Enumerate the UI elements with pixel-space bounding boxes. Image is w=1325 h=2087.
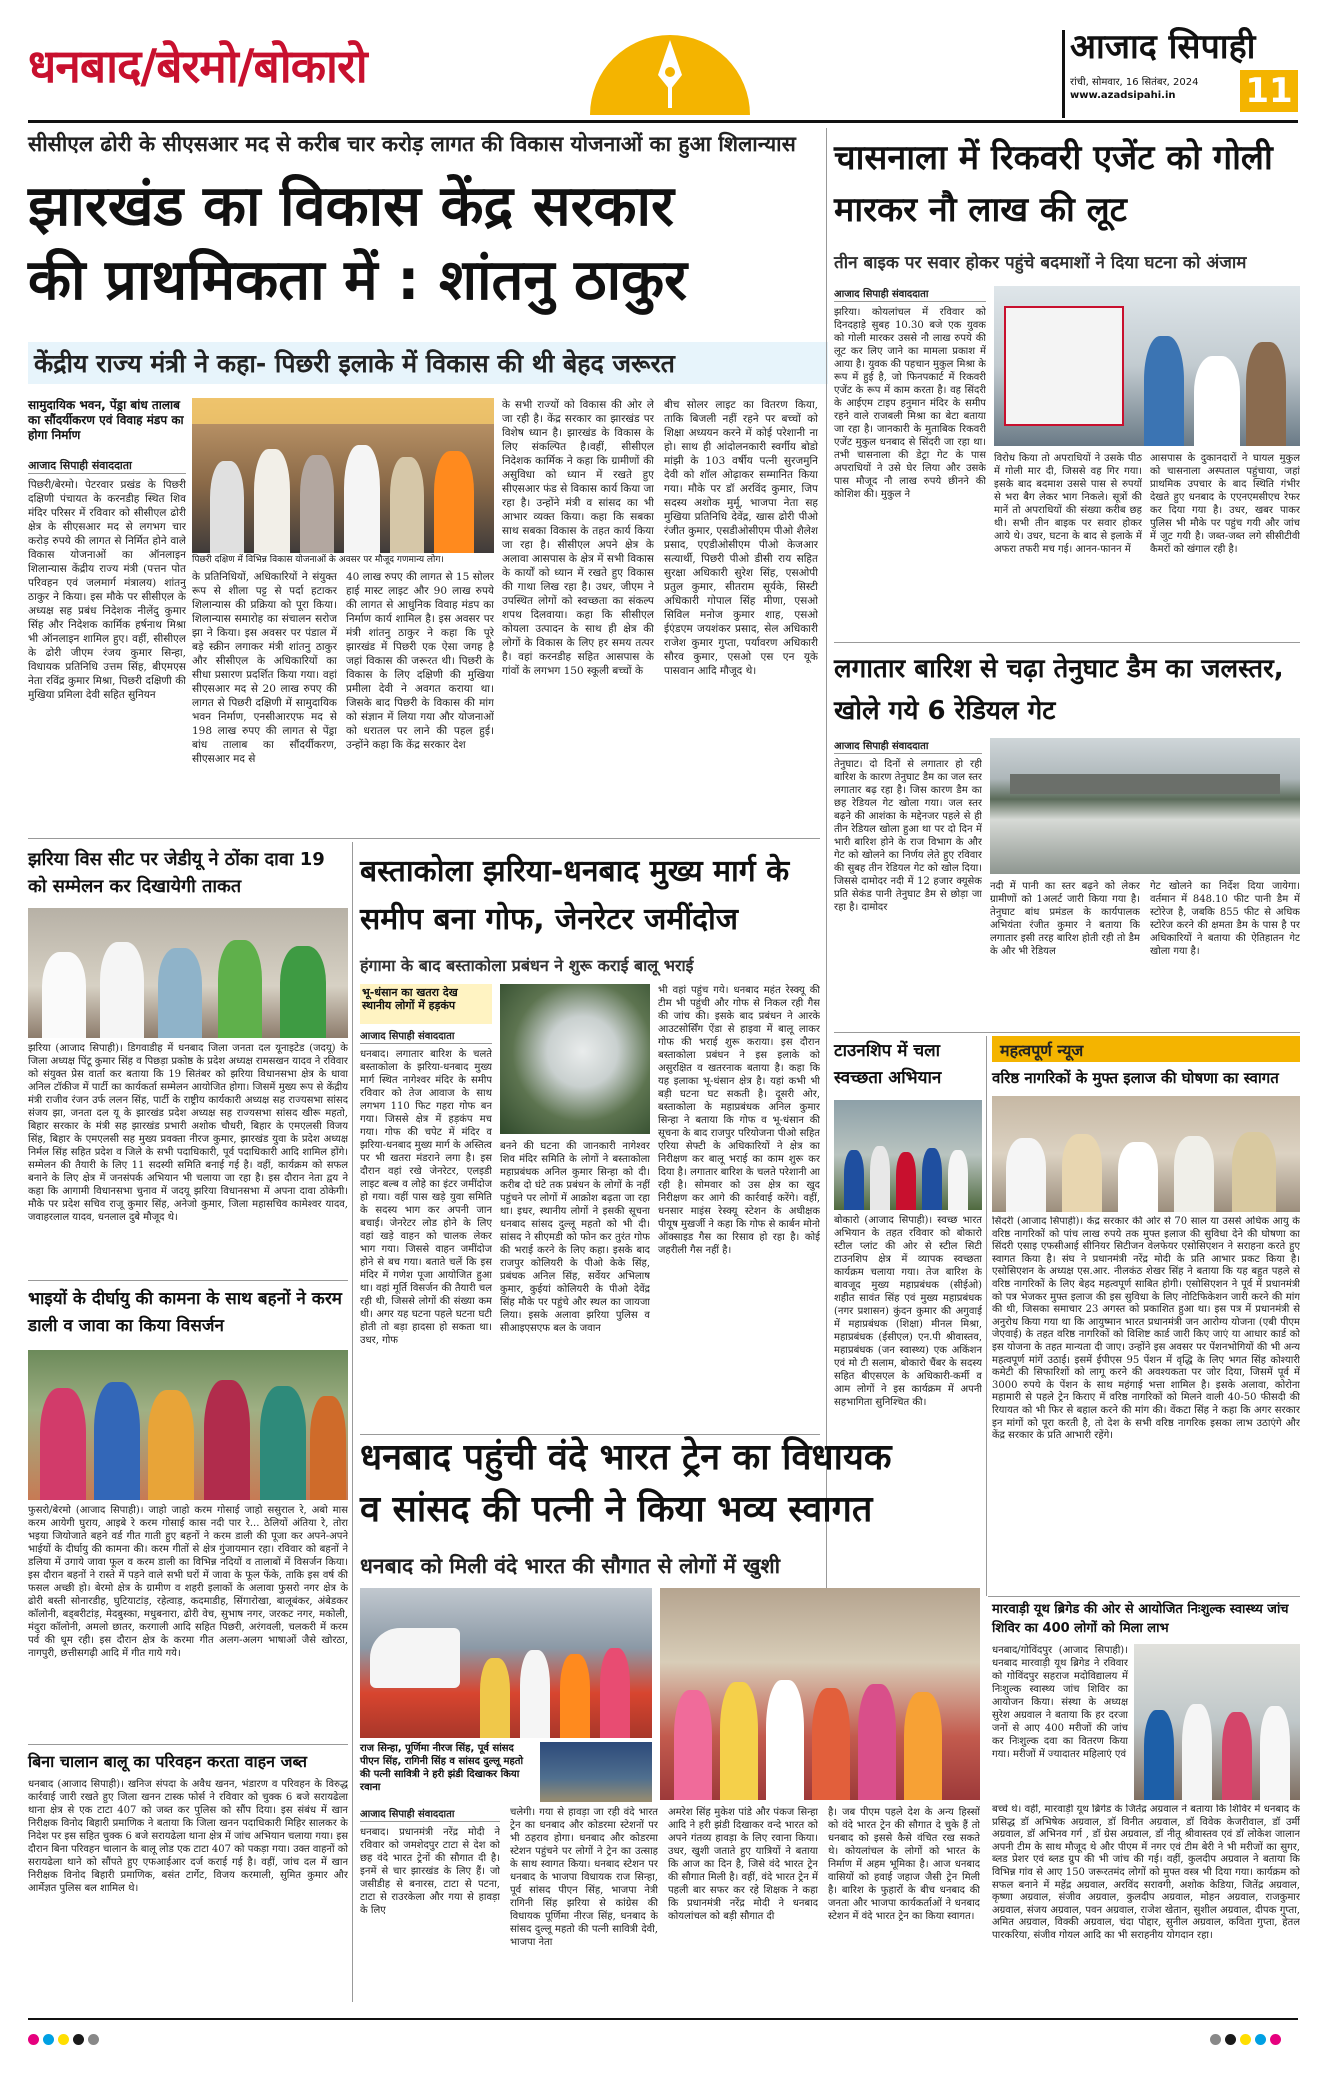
- vande-headline-line1: धनबाद पहुंची वंदे भारत ट्रेन का विधायक: [360, 1437, 892, 1478]
- tenughat-col1: तेनुघाट। दो दिनों से लगातार हो रही बारिश के कारण तेनुघाट डैम का जल स्तर लगातार बढ़ रहा है। जिस कारण डैम का छह रेडियल गेट खोला गया। जल स्तर बढ़ने की आशंका के मद्देनजर पहले से ही तीन रेडियल खोला हुआ था पर दो दिन में भारी बारिश होने के राज विभाग के और गेट को खोलने का निर्णय लेते हुए रविवार की सुबह तीन रेडियल गेट को खोल दिया। जिससे दामोदर नदी में 12 हजार क्यूसेक प्रति सेकंड पानी तेनुघाट डैम से छोड़ा जा रहा है। दामोदर: [834, 759, 982, 913]
- karam-photo: [28, 1350, 348, 1500]
- page-number: 11: [1240, 70, 1298, 112]
- vande-col3: अमरेश सिंह मुकेश पांडे और पंकज सिन्हा आदि ने हरी झंडी दिखाकर वन्दे भारत को अपने गंतव्य हावड़ा के लिए रवाना किया। उधर, खुशी जताते हुए यात्रियों ने बताया कि आज का दिन है, जिसे वंदे भारत ट्रेन की सौगात मिली है। वहीं, वंदे भारत ट्रेन में पहली बार सफर कर रहे शिक्षक ने कहा कि प्रधानमंत्री नरेंद्र मोदी ने धनबाद कोयलांचल को बड़ी सौगात दी: [668, 1807, 818, 1922]
- vande-photo-right: [660, 1588, 980, 1800]
- sunrise-logo: [585, 30, 755, 115]
- color-dot: [43, 2034, 54, 2045]
- lead-byline: आजाद सिपाही संवाददाता: [28, 458, 186, 474]
- chasnala-col3: आसपास के दुकानदारों ने घायल मुकुल को चासनाला अस्पताल पहुंचाया, जहां प्राथमिक उपचार के बाद स्थिति गंभीर देखते हुए धनबाद के एएनएमसीएच रेफर कर दिया गया है। उधर, खबर पाकर पुलिस भी मौके पर पहुंच गयी और जांच में जुट गयी है। जब्त-जब्त लगे सीसीटीवी कैमरों को खंगाल रही है।: [1150, 453, 1300, 555]
- sand-body: धनबाद (आजाद सिपाही)। खनिज संपदा के अवैध खनन, भंडारण व परिवहन के विरुद्ध कार्रवाई जारी रखते हुए जिला खनन टास्क फोर्स ने रविवार को चुक्क 6 बजे सरायढेला थाना क्षेत्र से एक टाटा 407 को जब्त कर पुलिस को सौंप दिया। इस संबंध में खान निरीक्षक विनोद बिहारी प्रमाणिक ने बताया कि जिला खनन पदाधिकारी मिहिर सालकर के निदेश पर इस सहित चुक्क 6 बजे सरायढेला थाना क्षेत्र में जांच अभियान चलाया गया। इस दौरान बिना परिवहन चालान के बालू लोड एक टाटा 407 को पकड़ा गया। उक्त वाहनों को सरायढेला थाने को सौंपते हुए एफआईआर दर्ज कराई गई है। वहीं, जांच दल में खान निरीक्षक विनोद बिहारी प्रमाणिक, बसंत टार्गेट, विजय करमाली, सुमित कुमार और आर्मेज्ञत पुलिस बल शामिल थे।: [28, 1779, 348, 1894]
- baghola-byline: आजाद सिपाही संवाददाता: [360, 1028, 492, 1044]
- marwari-body-top: धनबाद/गोविंदपुर (आजाद सिपाही)। धनबाद मारवाड़ी यूथ ब्रिगेड ने रविवार को गोविंदपुर सहराज मदोविद्यालय में निःशुल्क स्वास्थ्य जांच शिविर का आयोजन किया। संस्था के अध्यक्ष सुरेश अग्रवाल ने बताया कि हर दरजा जनों से आए 400 मरीजों की जांच कर निःशुल्क दवा का वितरण किया गया। मरीजों में ज्यादातर महिलाएं एवं: [992, 1645, 1128, 1760]
- tenughat-col2: नदी में पानी का स्तर बढ़ने को लेकर ग्रामीणों को 1अलर्ट जारी किया गया है। तेनुघाट बांध प्रमंडल के कार्यपालक अभियंता रंजीत कुमार ने बताया कि लगातार इसी तरह बारिश होती रही तो डैम के और भी रेडियल: [990, 881, 1140, 957]
- important-label: महत्वपूर्ण न्यूज: [992, 1036, 1300, 1062]
- chasnala-byline: आजाद सिपाही संवाददाता: [834, 286, 986, 302]
- pen-nib-icon: [585, 30, 755, 115]
- vande-byline: आजाद सिपाही संवाददाता: [360, 1806, 500, 1822]
- baghola-box-title: भू-धंसान का खतरा देख स्थानीय लोगों में हड़कंप: [360, 984, 492, 1024]
- color-dot: [1225, 2034, 1236, 2045]
- baghola-photo: [500, 984, 650, 1134]
- color-dot: [88, 2034, 99, 2045]
- section-title: धनबाद/बेरमो/बोकारो: [28, 39, 367, 93]
- vande-col1: धनबाद। प्रधानमंत्री नरेंद्र मोदी ने रविवार को जमशेदपुर टाटा से देश को छह वंदे भारत ट्रेनों की सौगात दी है। इनमें से चार झारखंड के लिए हैं। जो जसीडीह से बनारस, टाटा से पटना, टाटा से राउरकेला और गया से हावड़ा के लिए: [360, 1827, 500, 1916]
- jdu-headline: झरिया विस सीट पर जेडीयू ने ठोंका दावा 19 को सम्मेलन कर दिखायेगी ताकत: [28, 849, 325, 897]
- marwari-body-bottom: बच्चे थे। वहीं, मारवाड़ी यूथ ब्रिगेड के जितेंद्र अग्रवाल ने बताया कि शिविर में धनबाद के प्रसिद्ध डॉ अभिषेक अग्रवाल, डॉ विनीत अग्रवाल, डॉ विवेक केजरीवाल, डॉ उर्मी अग्रवाल, डॉ अभिनव गर्ग , डॉ ग्रेस अग्रवाल, डॉ नीतू श्रीवास्तव एवं डॉ लोकेश जालान अपनी टीम के साथ मौजूद थे और पीएम में नगर एवं टीम बेरी ने भी मरीजों का सुगर, ब्लड प्रेशर एवं ब्लड ग्रुप की भी जांच की गई। वहीं, कुलदीप अग्रवाल ने बताया कि विभिन्न गांव से आए 150 जरूरतमंद लोगों को मुफ्त वस्त्र भी दिया गया। कार्यक्रम को सफल बनाने में महेंद्र अग्रवाल, अरविंद सरावगी, अशोक केडिया, जितेंद्र अग्रवाल, कृष्णा अग्रवाल, संजीव अग्रवाल, कुलदीप अग्रवाल, मोहन अग्रवाल, राजकुमार अग्रवाल, संजय अग्रवाल, पवन अग्रवाल, राजेश खेतान, सुशील अग्रवाल, दीपक गुप्ता, अमित अग्रवाल, विक्की अग्रवाल, चंदा पोद्दार, सुनील अग्रवाल, कविता गुप्ता, हेतल पारकरिया, संजीव गोयल आदि का भी सराहनीय योगदान रहा।: [992, 1804, 1300, 1941]
- vande-subhead: धनबाद को मिली वंदे भारत की सौगात से लोगों में खुशी: [360, 1554, 781, 1578]
- important-photo: [992, 1096, 1300, 1212]
- tenughat-photo: [990, 738, 1300, 874]
- lead-headline-line1: झारखंड का विकास केंद्र सरकार: [28, 174, 674, 239]
- brand-name: आजाद सिपाही: [1070, 27, 1256, 67]
- karam-body: फुसरो/बेरमो (आजाद सिपाही)। जाहो जाहो करम गोसाई जाहो ससुराल रे, अबो मास करम आयेगी घुराय, आइबे रे करम गोसाई कास नदी पार रे... ठेलियों अंतिया रे, तोरा भइया जियोजाते बहने वर्ड गीत गाती हुए बहनों ने करम डाली की पूजा कर अपने-अपने भाईयों के दीर्घायु की कामना की। करम गीतों से क्षेत्र गुंजायमान रहा। रविवार को बहनों ने डलिया में उगाये जावा फूल व करम डाली का विभिन्न नदियों व तालाबों में विसर्जन किया। इस दौरान बहनों ने रास्ते में पड़ने वाले सभी घरों में जावा के फूल फेंके, ताकि इस वर्ष की फसल अच्छी हो। बेरमो क्षेत्र के ग्रामीण व शहरी इलाकों के अलावा फुसरो नगर क्षेत्र के ढोरी बस्ती सोनारडीह, घुटियाटांड़, रहेत्वाड़, कदमाडीह, सिंगारोखा, बालूबंकर, अंबेडकर कॉलोनी, बड्बरीटांड़, मेदबुस्का, मधुबनारा, ढोरी वेच, सुभाष नगर, जरकट नगर, मकोली, मंदुरा कॉलोनी, अमलो छातर, करगाली आदि सहित पिछरी, अरंगवली, चलकरी में करम पर्व की धूम रही। इस दौरान क्षेत्र के करमा गीत अलग-अलग भाषाओं जैसे खोरठा, नागपुरी, छत्तीसगढ़ी आदि में गीत गाये गये।: [28, 1505, 348, 1659]
- chasnala-subhead: तीन बाइक पर सवार होकर पहुंचे बदमाशों ने दिया घटना को अंजाम: [834, 253, 1247, 273]
- color-dot: [1210, 2034, 1221, 2045]
- vande-photo-mid: [540, 1742, 652, 1802]
- footer-registration-dots-left: [28, 2030, 128, 2046]
- lead-headline-line2: की प्राथमिकता में : शांतनु ठाकुर: [28, 248, 687, 313]
- jdu-body: झरिया (आजाद सिपाही)। डिगवाडीह में धनबाद जिला जनता दल यूनाइटेड (जदयू) के जिला अध्यक्ष पिंटू कुमार सिंह व पिछड़ा प्रकोष्ठ के प्रदेश अध्यक्ष रामसखन यादव ने रविवार को संयुक्त प्रेस वार्ता कर बताया कि 19 सितंबर को झरिया विधानसभा क्षेत्र के धावा अनिल टॉकीज में पार्टी का कार्यकर्ता सम्मेलन आयोजित होगा। जिसमें मुख्य रूप से केंद्रीय मंत्री राजीव रंजन उर्फ ललन सिंह, पार्टी के राष्ट्रीय कार्यकारी अध्यक्ष सह राज्यसभा सांसद संजय झा, जनता दल यू के झारखंड प्रदेश अध्यक्ष सह राज्यसभा सांसद खीरू महतो, बिहार सरकार के मंत्री सह झारखंड प्रभारी अशोक चौधरी, बिहार के एमएलसी विजय सिंह, बिहार के एमएलसी सह मुख्य प्रवक्ता नीरज कुमार, झारखंड युवा के प्रदेश अध्यक्ष निर्मल सिंह सहित प्रदेश व जिले के सभी पदाधिकारी, पूर्व पदाधिकारी आदि शामिल होंगे। सम्मेलन की तैयारी के लिए 11 सदस्यी समिति बनाई गई है। वहीं, कार्यक्रम को सफल बनाने के लिए क्षेत्र में जनसंपर्क अभियान भी चलाया जा रहा है। इस दौरान नेता द्वय ने कहा कि आगामी विधानसभा चुनाव में जदयू झरिया विधानसभा में अपना दावा ठोकेगी। मौके पर प्रदेश सचिव राजू कुमार सिंह, अनेजो कुमार, जिला महासचिव कामेश्वर यादव, जवाहरलाल यादव, धनलाल दुबे मौजूद थे।: [28, 1043, 348, 1223]
- color-dot: [1240, 2034, 1251, 2045]
- lead-body-col4: के सभी राज्यों को विकास की ओर ले जा रही है। केंद्र सरकार का झारखंड पर विशेष ध्यान है। झारखंड के विकास के लिए संकल्पित है।वहीं, सीसीएल निदेशक कार्मिक ने कहा कि ग्रामीणों की असुविधा को ध्यान में रखते हुए सीएसआर फंड से विकास कार्य किया जा रहा है। उन्होंने मंत्री व सांसद का भी आभार व्यक्त किया। कहा कि सबका साथ सबका विकास के तहत कार्य किया जा रहा है। सीसीएल अपने क्षेत्र के अलावा आसपास के क्षेत्र में सभी विकास के कार्यों को ध्यान में रखते हुए विकास की गाथा लिख रहा है। उधर, जीएम ने उपस्थित लोगों को स्वच्छता का संकल्प शपथ दिलवाया। कहा कि सीसीएल कोयला उत्पादन के साथ ही क्षेत्र की लोगों के विकास के लिए हर समय तत्पर है। वहां करनडीह सहित आसपास के गांवों के लगभग 150 स्कूली बच्चों के: [502, 399, 654, 677]
- baghola-subhead: हंगामा के बाद बस्ताकोला प्रबंधन ने शुरू कराई बालू भराई: [360, 956, 694, 975]
- baghola-col2: बनने की घटना की जानकारी नागेश्वर शिव मंदिर समिति के लोगों ने बस्ताकोला महाप्रबंधक अनिल कुमार सिन्हा को दी। करीब दो घंटे तक प्रबंधन के लोगों के नहीं पहुंचने पर लोगों में आक्रोश बढ़ता जा रहा था। इधर, स्थानीय लोगों ने इसकी सूचना धनबाद सांसद दुल्लू महतो को भी दी। सांसद ने सीएमडी को फोन कर तुरंत गोफ की भराई करने के लिए कहा। इसके बाद राजपुर कोलियरी के पीओ केके सिंह, प्रबंधक अनिल सिंह, सर्वेयर अभिलाष कुमार, कुईयां कोलियरी के पीओ देवेंद्र सिंह मौके पर पहुंचे और स्थल का जायजा लिया। इसके अलावा झरिया पुलिस व सीआइएसएफ बल के जवान: [500, 1141, 650, 1334]
- township-body: बोकारो (आजाद सिपाही)। स्वच्छ भारत अभियान के तहत रविवार को बोकारो स्टील प्लांट की ओर से स्टील सिटी टाउनशिप क्षेत्र में व्यापक स्वच्छता कार्यक्रम चलाया गया। तेज बारिश के बावजूद मुख्य महाप्रबंधक (सीईओ) शहीत सावंत सिंह एवं मुख्य महाप्रबंधक (नगर प्रशासन) कुंदन कुमार की अगुवाई में महाप्रबंधक (शिक्षा) मीनल मिश्रा, महाप्रबंधक (ईसीएल) एन.पी श्रीवास्तव, महाप्रबंधक (जन स्वास्थ्य) एक अकिंशन एवं मो टी सलाम, बोकारो चैंबर के सदस्य सहित बीएसएल के अधिकारी-कर्मी व आम लोगों ने इस कार्यक्रम में अपनी सहभागिता सुनिश्चित की।: [834, 1215, 982, 1408]
- website: www.azadsipahi.in: [1070, 90, 1176, 101]
- tenughat-byline: आजाद सिपाही संवाददाता: [834, 738, 982, 754]
- chasnala-col2: विरोध किया तो अपराधियों ने उसके पीठ में गोली मार दी, जिससे वह गिर गया। इसके बाद बदमाश उससे पास से रुपयों से भरा बैग लेकर भाग निकले। सूत्रों की मानें तो अपराधियों की संख्या करीब छह थी। सभी तीन बाइक पर सवार होकर आये थे। उधर, घटना के बाद से इलाके में अफरा तफरी मच गई। आनन-फानन में: [994, 453, 1142, 555]
- lead-kicker: सीसीएल ढोरी के सीएसआर मद से करीब चार करोड़ लागत की विकास योजनाओं का हुआ शिलान्यास: [28, 132, 796, 156]
- vande-photo-left: [360, 1588, 652, 1738]
- lead-body-col2: के प्रतिनिधियों, अधिकारियों ने संयुक्त रूप से शीला पट्ट से पर्दा हटाकर शिलान्यास की प्रक्रिया को पूरा किया। शिलान्यास समारोह का संचालन सरोज झा ने किया। इस अवसर पर पंडाल में बड़े स्क्रीन लगाकर मंत्री शांतनु ठाकुर और सीसीएल के अधिकारियों का सीधा प्रसारण प्रदर्शित किया गया। वहां सीएसआर मद से 20 लाख रुपए की लागत से पिछरी दक्षिणी में सामुदायिक भवन निर्माण, एनसीआरएफ मद से 198 लाख रुपए की लागत से पेंड्रा बांध तालाब का सौंदर्यीकरण, सीएसआर मद से: [192, 571, 337, 765]
- vande-col4: है। जब पीएम पहले देश के अन्य हिस्सों को वंदे भारत ट्रेन की सौगात दे चुके हैं तो धनबाद को इससे कैसे वंचित रख सकते थे। कोयलांचल के लोगों को भारत के निर्माण में अहम भूमिका है। आज धनबाद वासियों को हवाई जहाज जैसी ट्रेन मिली है। बारिश के फुहारों के बीच धनबाद की जनता और भाजपा कार्यकर्ताओं ने धनबाद स्टेशन में वंदे भारत ट्रेन का किया स्वागत।: [828, 1807, 980, 1922]
- chasnala-headline: चासनाला में रिकवरी एजेंट को गोली मारकर नौ लाख की लूट: [834, 138, 1273, 230]
- chasnala-photo: [994, 286, 1300, 446]
- important-body: सिंदरी (आजाद सिपाही)। केंद्र सरकार की ओर से 70 साल या उससे अधिक आयु के वरिष्ठ नागरिकों को पांच लाख रुपये तक मुफ्त इलाज की सुविधा देने की घोषणा का सिंदरी एसाइ एफसीआई सीनियर सिटीजन वेलफेयर एसोसिएशन ने सराहना करते हुए स्वागत किया है। संघ ने प्रधानमंत्री नरेंद्र मोदी के प्रति आभार प्रकट किया है। एसोसिएशन के अध्यक्ष एस.आर. नीलकंठ शेखर सिंह ने बताया कि यह बहुत पहले से वरिष्ठ नागरिकों के लिए बेहद महत्वपूर्ण साबित होगी। एसोसिएशन ने पूर्व में प्रधानमंत्री को पत्र भेजकर मुफ्त इलाज की इस सुविधा के लिए नोटिफिकेशन जारी करने की मांग की थी, जिसका समाचार 23 अगस्त को प्रकाशित हुआ था। इस पत्र में प्रधानमंत्री से अनुरोध किया गया था कि आयुष्मान भारत प्रधानमंत्री जन आरोग्य योजना (एबी पीएम जेएवाई) के तहत वरिष्ठ नागरिकों को विशिष्ट कार्ड जारी किए जाएं या आधार कार्ड को इस योजना के तहत मान्यता दी जाए। उन्होंने इस अवसर पर पेंशनभोगियों की भी अन्य महत्वपूर्ण मांगें उठाई। इसमें ईपीएस 95 पेंशन में वृद्धि के लिए भगत सिंह कोश्यारी कमेटी की सिफारिशों को लागू करने की अवश्यकता पर जोर दिया, जिसमें पूर्व में 3000 रुपये के पेंशन के साथ महंगाई भत्ता शामिल है। इसके अलावा, कोरोना महामारी से पहले ट्रेन किराए में वरिष्ठ नागरिकों को मिलने वाली 40-50 फीसदी की रियायत को भी फिर से बहाल करने की मांग की। वेंकटा सिंह ने कहा कि अगर सरकार इन मांगों को पूरा करती है, तो देश के सभी वरिष्ठ नागरिक इसका लाभ उठाएंगे और केंद्र सरकार के प्रति आभारी रहेंगे।: [992, 1216, 1300, 1442]
- color-dot: [58, 2034, 69, 2045]
- baghola-col3: भी वहां पहुंच गये। धनबाद महंत रेस्क्यू की टीम भी पहुंची और गोफ से निकल रही गैस की जांच की। इसके बाद प्रबंधन ने आरके आउटसोर्सिंग ऐंडा से हाइवा में बालू लाकर गोफ की भराई शुरू कराया। इस दौरान बस्ताकोला प्रबंधन ने इस इलाके को असुरक्षित व खतरनाक बताया है। कहा कि यह इलाका भू-धंसान क्षेत्र है। यहां कभी भी बड़ी घटना घट सकती है। दूसरी ओर, बस्ताकोला के महाप्रबंधक अनिल कुमार सिन्हा ने बताया कि गोफ व भू-धंसान की सूचना के बाद राजपुर परियोजना पीओ सहित एरिया सेफ्टी के अधिकारियों ने क्षेत्र का निरीक्षण कर बालू भराई का काम शुरू कर दिया है। लगातार बारिश के चलते परेशानी आ रही है। सोमवार को उस क्षेत्र का खुद निरीक्षण कर आगे की कार्रवाई करेंगे। वहीं, धनसार माइंस रेस्क्यू स्टेशन के अधीक्षक पीयूष मुखर्जी ने कहा कि गोफ से कार्बन मोनो ऑक्साइड गैस का रिसाव हो रहा है। कोई जहरीली गैस नहीं है।: [658, 985, 820, 1256]
- vande-col2: चलेगी। गया से हावड़ा जा रही वंदे भारत ट्रेन का धनबाद और कोडरमा स्टेशनों पर भी ठहराव होगा। धनबाद और कोडरमा स्टेशन पहुंचने पर लोगों ने ट्रेन का उत्साह के साथ स्वागत किया। धनबाद स्टेशन पर धनबाद के भाजपा विधायक राज सिन्हा, पूर्व सांसद पीएन सिंह, भाजपा नेत्री रागिनी सिंह झरिया से कांग्रेस की विधायक पूर्णिमा नीरज सिंह, धनबाद के सांसद दुल्लू महतो की पत्नी सावित्री देवी, भाजपा नेता: [510, 1807, 658, 1948]
- baghola-headline: बस्ताकोला झरिया-धनबाद मुख्य मार्ग के समीप बना गोफ, जेनरेटर जमींदोज: [360, 854, 790, 937]
- color-dot: [1270, 2034, 1281, 2045]
- marwari-photo: [1134, 1644, 1300, 1800]
- color-dot: [1255, 2034, 1266, 2045]
- tenughat-headline: लगातार बारिश से चढ़ा तेनुघाट डैम का जलस्तर, खोले गये 6 रेडियल गेट: [834, 654, 1284, 726]
- vande-photo-caption: राज सिन्हा, पूर्णिमा नीरज सिंह, पूर्व सांसद पीएन सिंह, रागिनी सिंह व सांसद दुल्लू महतो की पत्नी सावित्री ने हरी झंडी दिखाकर किया रवाना: [360, 1742, 532, 1802]
- chasnala-col1: झरिया। कोयलांचल में रविवार को दिनदहाड़े सुबह 10.30 बजे एक युवक को गोली मारकर उससे नौ लाख रुपये की लूट कर लिए जाने का मामला प्रकाश में आया है। युवक की पहचान मुकुल मिश्रा के रूप में हुई है, जो फिनपकार्ट में रिकवरी एजेंट के रूप में काम करता है। वह सिंदरी के आईएम टाइप हनुमान मंदिर के समीप रहने वाले राजबली मिश्रा का बेटा बताया जा रहा है। जानकारी के मुताबिक रिकवरी एजेंट मुकुल धनबाद से सिंदरी जा रहा था। तभी चासनाला की डेट्रा गेट के पास अपराधियों ने उसे घेर लिया और उसके पास मौजूद नौ लाख रुपये छीनने की कोशिश की। मुकुल ने: [834, 307, 986, 500]
- karam-headline: भाइयों के दीर्घायु की कामना के साथ बहनों ने करम डाली व जावा का किया विसर्जन: [28, 1289, 342, 1336]
- footer-registration-dots-right: [1210, 2030, 1310, 2046]
- color-dot: [73, 2034, 84, 2045]
- lead-photo-caption: पिछरी दक्षिण में विभिन्न विकास योजनाओं के अवसर पर मौजूद गणमान्य लोग।: [192, 555, 494, 567]
- lead-body-col5: बीच सोलर लाइट का वितरण किया, ताकि बिजली नहीं रहने पर बच्चों को शिक्षा अध्ययन करने में कोई परेशानी ना हो। साथ ही आंदोलनकारी स्वर्गीय बोडो मांझी के 103 वर्षीय पत्नी सुरजमुनि देवी को शॉल ओढ़ाकर सम्मानित किया गया। मौके पर डॉ अरविंद कुमार, जिप सदस्य अशोक मुर्मू, भाजपा नेता सह मुखिया प्रतिनिधि देवेंद्र, खास ढोरी पीओ रंजीत कुमार, एसडीओसीएम पीओ शैलेश प्रसाद, एएडीओसीएम पीओ केजआर सत्यार्थी, पिछरी पीओ डीसी राय सहित सुरक्षा अधिकारी सुरेश सिंह, एसओपी प्रतुल कुमार, सीतराम सूर्यके, सिस्टी अधिकारी गोपाल सिंह मीणा, एसओ सिविल मनोज कुमार शाह, एसओ ईएंडएम जयशंकर प्रसाद, सेल अधिकारी राजेश कुमार गुप्ता, पर्यावरण अधिकारी सौरव कुमार, एसओ एस एन यूके पासवान आदि मौजूद थे।: [664, 399, 818, 677]
- baghola-col1: धनबाद। लगातार बारिश के चलते बस्ताकोला के झरिया-धनबाद मुख्य मार्ग स्थित नागेश्वर मंदिर के समीप रविवार को तेज आवाज के साथ लगभग 110 फिट गहरा गोफ बन गया। जिससे क्षेत्र में हड़कंप मच गया। गोफ की चपेट में मंदिर व झरिया-धनबाद मुख्य मार्ग के अस्तित्व पर भी खतरा मंडराने लगा है। इस दौरान वहां रखे जेनरेटर, एलइडी लाइट बल्ब व लोहे का इंटर जमींदोज हो गया। वहीं पास खड़े युवा समिति के सदस्य भाग कर अपनी जान बचाई। जेनरेटर लोड होने के लिए वहां खड़े वाहन को चालक लेकर भाग गया। जिससे वाहन जमींदोज होने से बच गया। बताते चलें कि इस मंदिर में गणेश पूजा आयोजित हुआ था। वहां मूर्ति विसर्जन की तैयारी चल रही थी, जिससे लोगों की संख्या कम थी। अगर यह घटना पहले घटना घटी होती तो बड़ा हादसा हो सकता था। उधर, गोफ: [360, 1049, 492, 1346]
- tenughat-col3: गेट खोलने का निर्देश दिया जायेगा। वर्तमान में 848.10 फीट पानी डैम में स्टोरेज है, जबकि 855 फीट से अधिक स्टोरेज करने की क्षमता डैम के पास है पर अधिकारियों ने बताया की ऐतिहातन गेट खोला गया है।: [1150, 881, 1300, 957]
- vande-headline-line2: व सांसद की पत्नी ने किया भव्य स्वागत: [360, 1489, 873, 1530]
- dateline: रांची, सोमवार, 16 सितंबर, 2024: [1070, 77, 1199, 88]
- lead-side-note: सामुदायिक भवन, पेंड्रा बांध तालाब का सौंदर्यीकरण एवं विवाह मंडप का होगा निर्माण: [28, 398, 184, 442]
- township-headline: टाउनशिप में चला स्वच्छता अभियान: [834, 1041, 942, 1088]
- lead-subhead: केंद्रीय राज्य मंत्री ने कहा- पिछरी इलाके में विकास की थी बेहद जरूरत: [28, 342, 828, 384]
- important-headline: वरिष्ठ नागरिकों के मुफ्त इलाज की घोषणा का स्वागत: [992, 1069, 1279, 1087]
- sand-headline: बिना चालान बालू का परिवहन करता वाहन जब्त: [28, 1752, 308, 1771]
- township-photo: [834, 1100, 982, 1210]
- lead-body-col3: 40 लाख रुपए की लागत से 15 सोलर हाई मास्ट लाइट और 90 लाख रुपये की लागत से आधुनिक विवाह मंडप का निर्माण कार्य शामिल है। इस अवसर पर मंत्री शांतनु ठाकुर ने कहा कि पूरे झारखंड में पिछरी एक ऐसा जगह है जहां विकास की जरूरत थी। पिछरी के विकास के लिए दक्षिणी की मुखिया प्रमीला देवी ने अवगत कराया था। जिसके बाद पिछरी के विकास की मांग को संज्ञान में लिया गया और योजनाओं को धरातल पर लाने की पहल हुई। उन्होंने कहा कि केंद्र सरकार देश: [346, 571, 494, 751]
- lead-photo: [192, 398, 494, 553]
- color-dot: [28, 2034, 39, 2045]
- lead-body-col1: पिछरी/बेरमो। पेटरवार प्रखंड के पिछरी दक्षिणी पंचायत के करनडीह स्थित शिव मंदिर परिसर में रविवार को सीसीएल ढोरी क्षेत्र के सीएसआर मद से लगभग चार करोड़ रुपये की लागत से निर्मित होने वाले विकास योजनाओं का ऑनलाइन शिलान्यास केंद्रीय राज्य मंत्री (पत्तन पोत परिवहन एवं जलमार्ग मंत्रालय) शांतनु ठाकुर ने किया। इस मौके पर सीसीएल के अध्यक्ष सह प्रबंध निदेशक नीलेंदु कुमार सिंह और निदेशक कार्मिक हर्षनाथ मिश्रा भी ऑनलाइन शामिल हुए। वहीं, सीसीएल के ढोरी जीएम रंजय कुमार सिन्हा, विधायक प्रतिनिधि उत्तम सिंह, बीएमएस नेता रविंद्र कुमार मिश्रा, पिछरी दक्षिणी की मुखिया प्रमिला देवी सहित सुनियन: [28, 479, 186, 701]
- jdu-photo: [28, 908, 348, 1038]
- marwari-headline: मारवाड़ी यूथ ब्रिगेड की ओर से आयोजित निःशुल्क स्वास्थ्य जांच शिविर का 400 लोगों को मिला लाभ: [992, 1602, 1289, 1636]
